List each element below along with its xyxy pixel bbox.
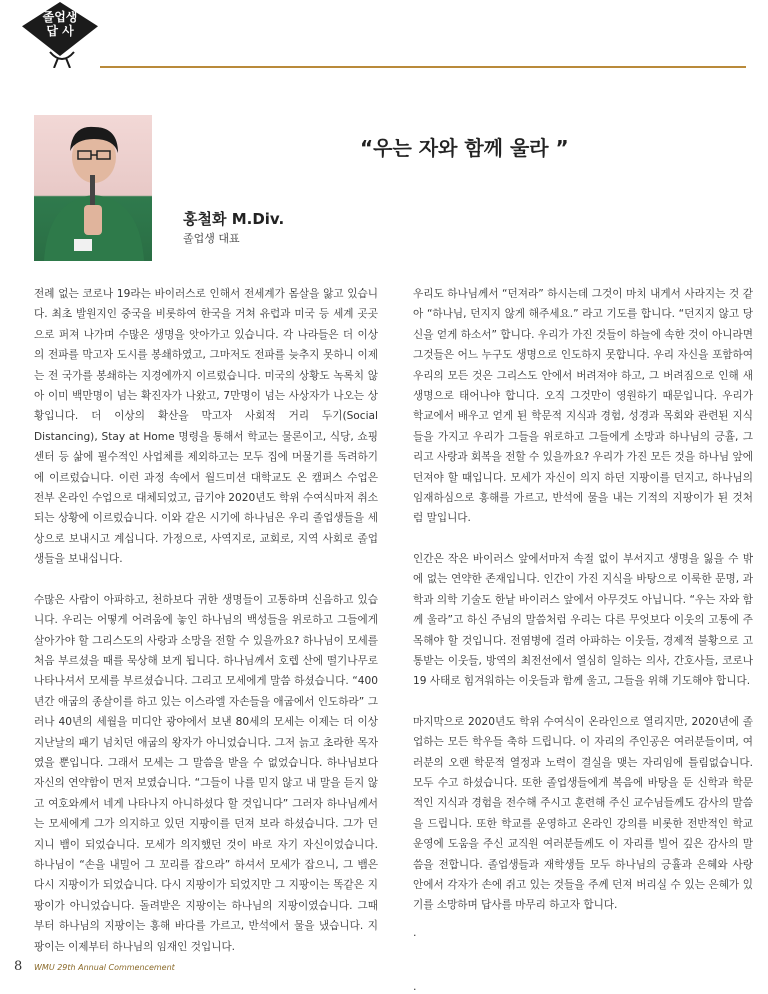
stray-dot: . [413,926,417,939]
page-number: 8 [14,959,23,974]
stray-dot: . [413,980,417,993]
header-rule [100,66,746,68]
right-column [413,284,753,936]
left-column [34,284,378,977]
author-photo [34,115,152,261]
paragraph: 인간은 작은 바이러스 앞에서마저 속절 없이 부서지고 생명을 잃을 수 밖에 없는 연약한 존재입니다. 인간이 가진 지식을 바탕으로 이룩한 문명, 과학과 의학 기술도 한낱 바이러스 앞에서 아무것도 아닙니다. “우는 자와 함께 울라”고 하신 주님의 말씀처럼 우리는 다른 무엇보다 이웃의 고통에 주목해야 할 것입니다. 전염병에 걸려 아파하는 이웃들, 경제적 불황으로 고통받는 이웃들, 방역의 최전선에서 열심히 일하는 의사, 간호사들, 코로나19 사태로 힘겨워하는 이웃들과 함께 울고, 그들을 위해 기도해야 합니다. [413,552,753,688]
article-title: “우는 자와 함께 울라 ” [360,136,569,160]
paragraph: 마지막으로 2020년도 학위 수여식이 온라인으로 열리지만, 2020년에 졸업하는 모든 학우들 축하 드립니다. 이 자리의 주인공은 여러분들이며, 여러분의 오랜 학문적 열정과 노력이 결실을 맺는 자리임에 틀림없습니다. 모두 수고 하셨습니다. 또한 졸업생들에게 복음에 바탕을 둔 신학과 학문적인 지식과 경험을 전수해 주시고 훈련해 주신 교수님들께도 감사의 말씀을 드립니다. 또한 학교를 운영하고 온라인 강의를 비롯한 전반적인 학교 운영에 도움을 주신 교직원 여러분들께도 이 자리를 빌어 깊은 감사의 말씀을 전합니다. 졸업생들과 재학생들 모두 하나님의 긍휼과 은혜와 사랑 안에서 각자가 손에 쥐고 있는 것들을 주께 던져 버리실 수 있는 은혜가 있기를 소망하며 답사를 마무리 하고자 합니다. [413,715,753,912]
publication-name: WMU 29th Annual Commencement [34,963,175,972]
author-portrait-illustration [34,115,152,261]
header-badge-label [22,10,98,38]
author-name: 홍철화 M.Div. [183,210,285,228]
author-role: 졸업생 대표 [183,232,240,245]
badge-line-2: 답 사 [46,24,74,38]
badge-line-1: 졸업생 [42,10,78,24]
paragraph: 전례 없는 코로나 19라는 바이러스로 인해서 전세계가 몸살을 앓고 있습니다. 최초 발원지인 중국을 비롯하여 한국을 거쳐 유럽과 미국 등 세계 곳곳으로 퍼져 나가며 수많은 생명을 앗아가고 있습니다. 각 나라들은 더 이상의 전파를 막고자 도시를 봉쇄하였고, 그마저도 전파를 늦추지 못하니 이제는 전 국가를 봉쇄하는 지경에까지 이르렀습니다. 미국의 상황도 녹록치 않아 이미 백만명이 넘는 확진자가 나왔고, 7만명이 넘는 사상자가 나오는 상황입니다. 더 이상의 확산을 막고자 사회적 거리 두기(Social Distancing), Stay at Home 명령을 통해서 학교는 물론이고, 식당, 쇼핑 센터 등 삶에 필수적인 사업체를 제외하고는 모두 집에 머물기를 독려하기에 이르렀습니다. 이런 과정 속에서 월드미션 대학교도 온 캠퍼스 수업은 전부 온라인 수업으로 대체되었고, 급기야 2020년도 학위 수여식마저 취소되는 상황에 이르렀습니다. 이와 같은 시기에 하나님은 우리 졸업생들을 세상으로 보내시고 계십니다. 가정으로, 사역지로, 교회로, 지역 사회로 졸업생들을 보내십니다. [34,288,378,566]
graduate-figure-icon [44,48,80,68]
paragraph: 우리도 하나님께서 “던져라” 하시는데 그것이 마치 내게서 사라지는 것 같아 “하나님, 던지지 않게 해주세요.” 라고 기도를 합니다. “던지지 않고 당신을 얻게 하소서” 합니다. 우리가 가진 것들이 하늘에 속한 것이 아니라면 그것들은 어느 누구도 생명으로 인도하지 못합니다. 우리 자신을 포함하여 우리의 모든 것은 그리스도 안에서 버려져야 하고, 그 버려짐으로 인해 새 생명으로 태어나야 합니다. 오직 그것만이 영원하기 때문입니다. 우리가 학교에서 배우고 얻게 된 학문적 지식과 경험, 성경과 목회와 관련된 지식들을 가지고 우리가 그들을 위로하고 그들에게 소망과 하나님의 긍휼, 그리고 사랑과 회복을 전할 수 있을까요? 우리가 가진 모든 것을 하나님 앞에 던져야 할 때입니다. 모세가 자신이 의지 하던 지팡이를 던지고, 하나님의 임재하심으로 홍해를 가르고, 반석에 물을 내는 기적의 지팡이가 된 것처럼 말입니다. [413,288,753,525]
paragraph: 수많은 사람이 아파하고, 천하보다 귀한 생명들이 고통하며 신음하고 있습니다. 우리는 어떻게 어려움에 놓인 하나님의 백성들을 위로하고 그들에게 살아가야 할 그리스도의 사랑과 소망을 전할 수 있을까요? 하나님이 모세를 처음 부르셨을 때를 묵상해 보게 됩니다. 하나님께서 호렙 산에 떨기나무로 나타나셔서 모세를 부르셨습니다. 그리고 모세에게 말씀 하셨습니다. “400년간 애굽의 종살이를 하고 있는 이스라엘 자손들을 애굽에서 인도하라” 그러나 40년의 세월을 미디안 광야에서 보낸 80세의 모세는 이제는 더 이상 지난날의 패기 넘치던 애굽의 왕자가 아니었습니다. 그저 늙고 초라한 목자였을 뿐입니다. 그래서 모세는 그 말씀을 받을 수 없었습니다. 하나님보다 자신의 연약함이 먼저 보였습니다. “그들이 나를 믿지 않고 내 말을 듣지 않고 여호와께서 네게 나타나지 아니하셨다 할 것입니다” 그러자 하나님께서는 모세에게 그가 의지하고 있던 지팡이를 던져 보라 하셨습니다. 그가 던지니 뱀이 되었습니다. 모세가 의지했던 것이 바로 자기 자신이었습니다. 하나님이 “손을 내밀어 그 꼬리를 잡으라” 하셔서 모세가 잡으니, 그 뱀은 다시 지팡이가 되었습니다. 다시 지팡이가 되었지만 그 지팡이는 똑같은 지팡이가 아니었습니다. 돌려받은 지팡이는 하나님의 지팡이였습니다. 그때부터 하나님의 지팡이는 홍해 바다를 가르고, 반석에서 물을 냈습니다. 지팡이는 이제부터 하나님의 임재인 것입니다. [34,593,378,953]
